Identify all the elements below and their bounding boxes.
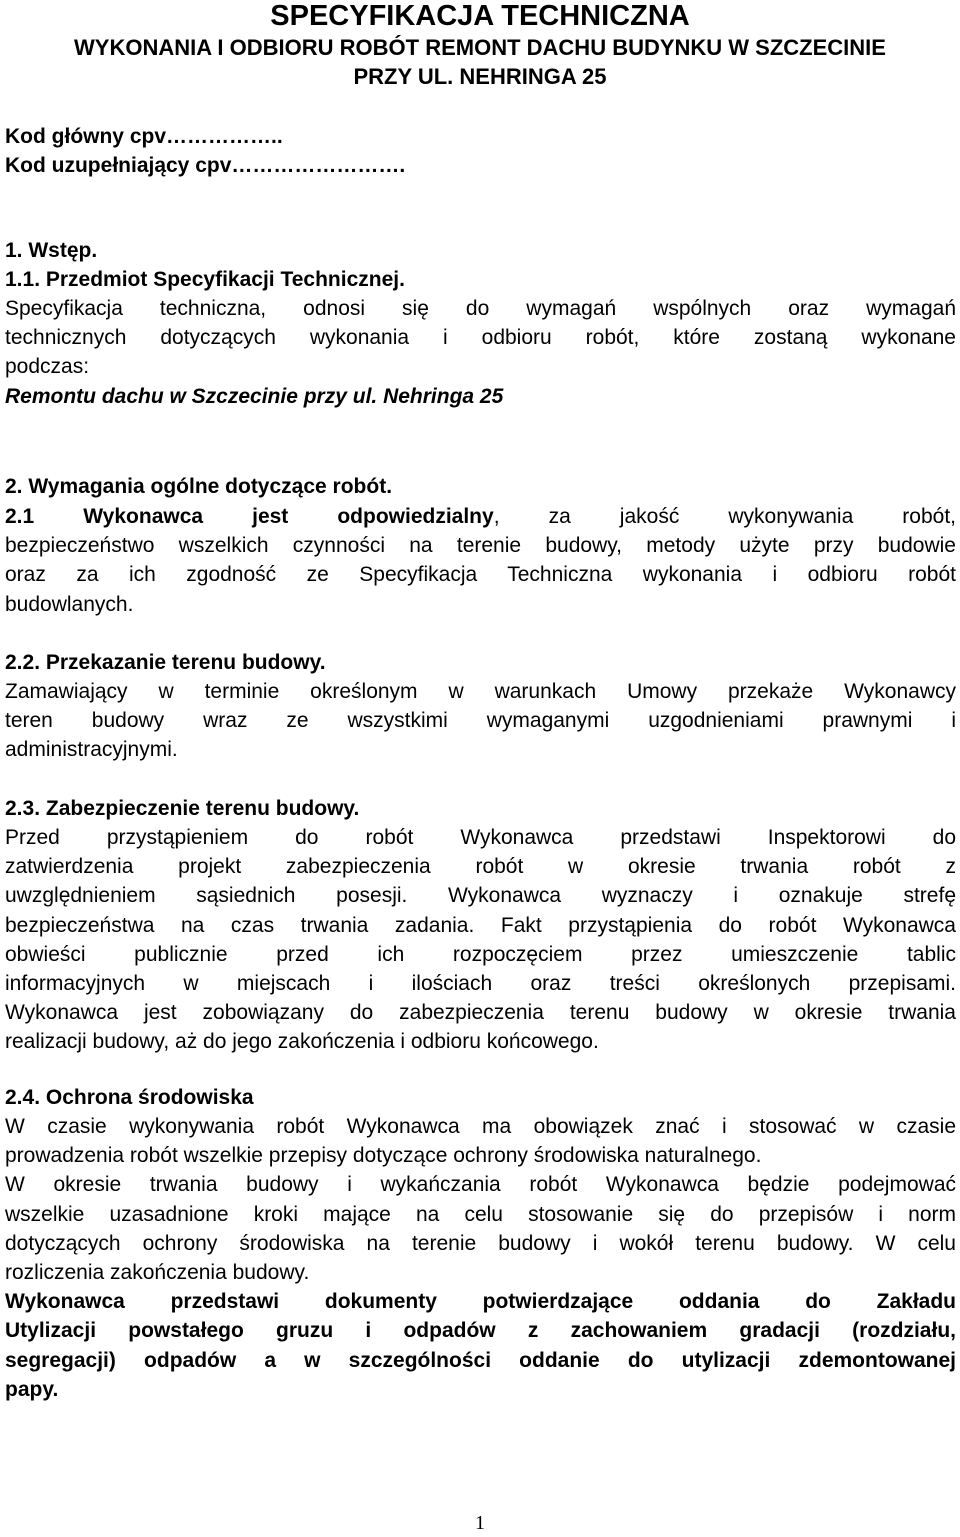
paragraph-line: W czasie wykonywania robót Wykonawca ma obowiązek znać i stosować w czasie [5, 1115, 956, 1138]
section-1-1-body [5, 294, 956, 411]
paragraph-line: prowadzenia robót wszelkie przepisy dotyczące ochrony środowiska naturalnego. [5, 1144, 762, 1168]
paragraph-line: oraz za ich zgodność ze Specyfikacja Techniczna wykonania i odbioru robót [5, 563, 956, 587]
paragraph-line: realizacji budowy, aż do jego zakończenia i odbioru końcowego. [5, 1030, 599, 1054]
page-number: 1 [475, 1512, 485, 1534]
paragraph-line: W okresie trwania budowy i wykańczania robót Wykonawca będzie podejmować [5, 1173, 956, 1197]
subtitle-line-2: PRZY UL. NEHRINGA 25 [353, 64, 607, 89]
section-2-1-body [5, 502, 956, 619]
paragraph-line: administracyjnymi. [5, 738, 178, 762]
paragraph-line: Wykonawca jest zobowiązany do zabezpieczenia terenu budowy w okresie trwania [5, 1001, 956, 1025]
section-2-4-body [5, 1112, 956, 1404]
section-1-1-heading: 1.1. Przedmiot Specyfikacji Technicznej. [5, 268, 405, 292]
section-2-3-body [5, 823, 956, 1057]
subtitle-line-1: WYKONANIA I ODBIORU ROBÓT REMONT DACHU BUDYNKU W SZCZECINIE [74, 35, 886, 60]
paragraph-line: bezpieczeństwo wszelkich czynności na terenie budowy, metody użyte przy budowie [5, 534, 956, 558]
section-2-3-heading: 2.3. Zabezpieczenie terenu budowy. [5, 797, 360, 820]
project-name: Remontu dachu w Szczecinie przy ul. Nehringa 25 [5, 384, 504, 408]
paragraph-line: bezpieczeństwa na czas trwania zadania. Fakt przystąpienia do robót Wykonawca [5, 913, 956, 937]
paragraph-line: dotyczących ochrony środowiska na terenie budowy i wokół terenu budowy. W celu [5, 1231, 956, 1255]
paragraph-line: wszelkie uzasadnione kroki mające na celu stosowanie się do przepisów i norm [5, 1202, 956, 1226]
paragraph-line: informacyjnych w miejscach i ilościach oraz treści określonych przepisami. [5, 972, 956, 996]
section-1-headings [5, 236, 956, 294]
paragraph-line: rozliczenia zakończenia budowy. [5, 1261, 310, 1285]
section-2-4-heading: 2.4. Ochrona środowiska [5, 1086, 254, 1109]
paragraph-line: zatwierdzenia projekt zabezpieczenia robót w okresie trwania robót z [5, 855, 956, 879]
paragraph-line: Zamawiający w terminie określonym w warunkach Umowy przekaże Wykonawcy [5, 680, 956, 703]
paragraph-line: teren budowy wraz ze wszystkimi wymaganymi uzgodnieniami prawnymi i [5, 709, 956, 733]
paragraph-line: Wykonawca przedstawi dokumenty potwierdzające oddania do Zakładu [5, 1290, 956, 1314]
document-subtitle [0, 33, 960, 91]
paragraph-line: Przed przystąpieniem do robót Wykonawca przedstawi Inspektorowi do [5, 826, 956, 849]
paragraph-line [5, 502, 956, 531]
paragraph-line: Utylizacji powstałego gruzu i odpadów z zachowaniem gradacji (rozdziału, [5, 1319, 956, 1343]
paragraph-line: budowlanych. [5, 592, 134, 616]
document-title: SPECYFIKACJA TECHNICZNA [270, 0, 690, 32]
paragraph-line: segregacji) odpadów a w szczególności oddanie do utylizacji zdemontowanej [5, 1348, 956, 1372]
paragraph-line: papy. [5, 1377, 59, 1401]
section-2-2-heading: 2.2. Przekazanie terenu budowy. [5, 651, 326, 674]
section-2-heading: 2. Wymagania ogólne dotyczące robót. [5, 475, 393, 498]
cpv-main-code: Kod główny cpv…………….. [5, 125, 283, 148]
cpv-supplementary-code: Kod uzupełniający cpv……………………. [5, 154, 406, 178]
section-2-2-body [5, 677, 956, 765]
contractor-responsible-label: 2.1 Wykonawca jest odpowiedzialny [5, 505, 494, 528]
cpv-codes [5, 122, 956, 180]
paragraph-line: uwzględnieniem sąsiednich posesji. Wykonawca wyznaczy i oznakuje strefę [5, 884, 956, 908]
section-1-heading: 1. Wstęp. [5, 239, 98, 262]
paragraph-line: obwieści publicznie przed ich rozpoczęciem przez umieszczenie tablic [5, 942, 956, 966]
paragraph-line: technicznych dotyczących wykonania i odbioru robót, które zostaną wykonane [5, 326, 956, 350]
paragraph-fragment: , za jakość wykonywania robót, [493, 505, 956, 528]
paragraph-line: Specyfikacja techniczna, odnosi się do wymagań wspólnych oraz wymagań [5, 297, 956, 320]
paragraph-line: podczas: [5, 355, 90, 379]
